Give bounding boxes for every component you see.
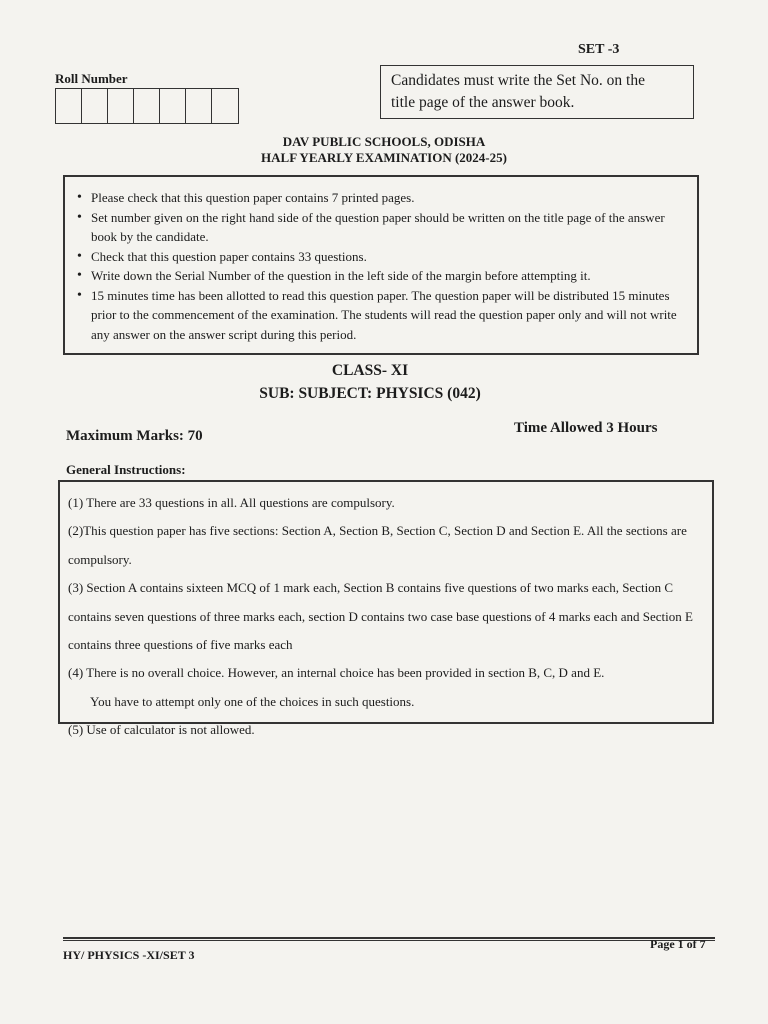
general-instructions-label: General Instructions: bbox=[66, 462, 186, 477]
set-notice-line-2: title page of the answer book. bbox=[391, 94, 575, 111]
roll-number-box bbox=[212, 89, 238, 123]
general-instructions-box bbox=[58, 480, 714, 738]
footer-paper-code: HY/ PHYSICS -XI/SET 3 bbox=[63, 948, 195, 962]
set-notice-box bbox=[380, 65, 694, 119]
footer-divider bbox=[63, 937, 715, 941]
instruction-item: (1) There are 33 questions in all. All questions are compulsory. bbox=[68, 495, 395, 510]
set-number: SET -3 bbox=[578, 42, 620, 57]
roll-number-box bbox=[160, 89, 186, 123]
roll-number-box bbox=[82, 89, 108, 123]
class-heading: CLASS- XI bbox=[331, 362, 409, 379]
roll-number-box bbox=[56, 89, 82, 123]
time-allowed: Time Allowed 3 Hours bbox=[514, 420, 658, 436]
instruction-item: (5) Use of calculator is not allowed. bbox=[68, 722, 255, 738]
page-number: Page 1 of 7 bbox=[650, 937, 706, 951]
checklist bbox=[77, 188, 687, 344]
roll-number-box bbox=[134, 89, 160, 123]
checklist-box bbox=[63, 175, 699, 355]
instruction-item: (4) There is no overall choice. However, an internal choice has been provided in section B, C, D and E. bbox=[68, 665, 605, 681]
checklist-item: • Set number given on the right hand side of the question paper should be written on the title page of the answer book by the candidate. bbox=[77, 208, 687, 247]
roll-number-boxes bbox=[55, 88, 239, 124]
school-name: DAV PUBLIC SCHOOLS, ODISHA bbox=[282, 134, 486, 149]
checklist-item: • Write down the Serial Number of the question in the left side of the margin before attempting it. bbox=[77, 266, 687, 286]
instruction-item: You have to attempt only one of the choices in such questions. bbox=[90, 693, 415, 709]
roll-number-label: Roll Number bbox=[55, 71, 128, 86]
roll-number-box bbox=[108, 89, 134, 123]
set-notice-line-1: Candidates must write the Set No. on the bbox=[391, 72, 645, 89]
instruction-item: (2)This question paper has five sections: Section A, Section B, Section C, Section D and Section E. All the sections are compulsory. bbox=[68, 523, 687, 567]
instruction-item: (3) Section A contains sixteen MCQ of 1 mark each, Section B contains five questions of two marks each, Section C contains seven questions of three marks each, section D contains two case base questions of 4 marks each and Section E contains three questions of five marks each bbox=[68, 580, 693, 653]
checklist-item: • Check that this question paper contains 33 questions. bbox=[77, 247, 687, 267]
checklist-item: • Please check that this question paper contains 7 printed pages. bbox=[77, 188, 687, 208]
roll-number-box bbox=[186, 89, 212, 123]
checklist-item: • 15 minutes time has been allotted to read this question paper. The question paper will be distributed 15 minutes prior to the commencement of the examination. The students will read the question paper only and will not write any answer on the answer script during this period. bbox=[77, 286, 687, 345]
exam-title: HALF YEARLY EXAMINATION (2024-25) bbox=[261, 150, 507, 165]
maximum-marks: Maximum Marks: 70 bbox=[66, 428, 203, 444]
subject-heading: SUB: SUBJECT: PHYSICS (042) bbox=[259, 385, 481, 402]
